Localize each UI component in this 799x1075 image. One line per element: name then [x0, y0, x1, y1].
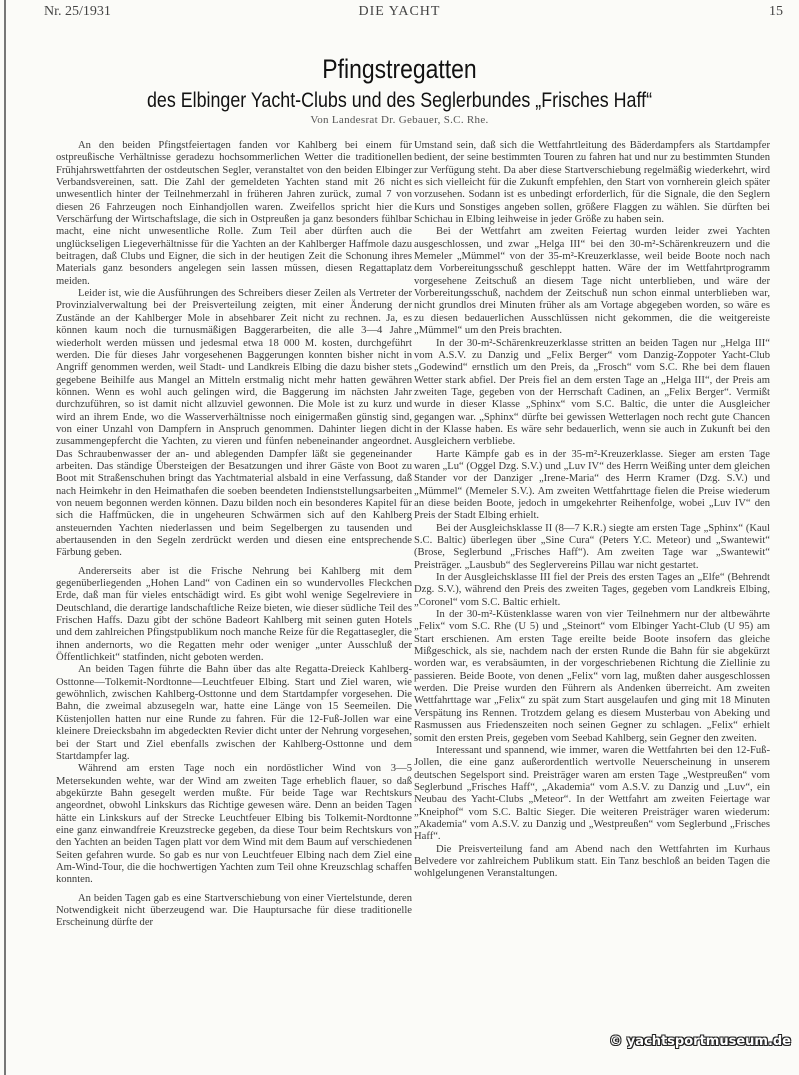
paragraph: An beiden Tagen gab es eine Startverschiebung von einer Viertelstunde, deren Notwendigkeit nicht überzeugend war. Die Hauptursache für diese traditionelle Erscheinung dürfte der	[56, 892, 412, 929]
paragraph: In der 30-m²-Schärenkreuzerklasse stritten an beiden Tagen nur „Helga III“ vom A.S.V. zu Danzig und „Felix Berger“ vom Danzig-Zoppoter Yacht-Club „Godewind“ ernstlich um den Preis, da „Frosch“ vom S.C. Rhe bei dem flauen Wetter stark abfiel. Der Preis fiel an dem ersten Tage an „Helga III“, der Preis am zweiten Tage, gegeben von der Herrschaft Cadinen, an „Felix Berger“. Vermißt wurde in dieser Klasse „Sphinx“ vom S.C. Baltic, die unter die Ausgleicher gegangen war. „Sphinx“ dürfte bei gewissen Wetterlagen noch recht gute Chancen in der Klasse haben. Es wäre sehr bedauerlich, wenn sie auch in Zukunft bei den Ausgleichern verbliebe.	[414, 337, 770, 448]
paragraph: Bei der Wettfahrt am zweiten Feiertag wurden leider zwei Yachten ausgeschlossen, und zwar „Helga III“ bei den 30-m²-Schärenkreuzern und die Memeler „Mümmel“ von der 35-m²-Kreuzerklasse, weil beide Boote noch nach dem Vorbereitungsschuß geschleppt hatten. Wäre der im Wettfahrtprogramm vorgesehene Zeitschuß an diesem Tage nicht unterblieben, und wäre der Vorbereitungsschuß, nachdem der Zeitschuß nun schon einmal unterblieben war, nicht grundlos drei Minuten früher als am Vortage abgegeben worden, so wäre es zu diesen bedauerlichen Ausschlüssen nicht gekommen, die die weitgereiste „Mümmel“ um den Preis brachten.	[414, 226, 770, 337]
copyright-watermark: © yachtsportmuseum.de	[609, 1034, 791, 1049]
paragraph: Bei der Ausgleichsklasse II (8—7 K.R.) siegte am ersten Tage „Sphinx“ (Kaul S.C. Baltic) überlegen über „Sine Cura“ (Peters Y.C. Meteor) und „Swantewit“ (Brose, Seglerbund „Frisches Haff“). Am zweiten Tage war „Swantewit“ Preisträger. „Lausbub“ des Seglervereins Pillau war nicht gestartet.	[414, 522, 770, 571]
magazine-name: DIE YACHT	[358, 4, 441, 19]
right-column	[414, 140, 770, 881]
article-author: Von Landesrat Dr. Gebauer, S.C. Rhe.	[310, 114, 489, 126]
paragraph: An beiden Tagen führte die Bahn über das alte Regatta-Dreieck Kahlberg-Osttonne—Tolkemit-Nordtonne—Leuchtfeuer Elbing. Start und Ziel waren, wie gewöhnlich, zwischen Kahlberg-Osttonne und dem Startdampfer vorgesehen. Die Bahn, die zweimal abzusegeln war, hatte eine Länge von 15 Seemeilen. Die Küstenjollen hatten nur eine Runde zu fahren. Für die 12-Fuß-Jollen war eine kleinere Dreiecksbahn im abgedeckten Revier dicht unter der Nehrung vorgesehen, bei der Start und Ziel ebenfalls zwischen der Kahlberg-Osttonne und dem Startdampfer lag.	[56, 664, 412, 762]
paragraph: Umstand sein, daß sich die Wettfahrtleitung des Bäderdampfers als Startdampfer bedient, der seine bestimmten Touren zu fahren hat und nur zu bestimmten Stunden zur Verfügung steht. Da aber diese Startverschiebung regelmäßig wiederkehrt, wird es sich vielleicht für die Zukunft empfehlen, den Start von vornherein gleich später vorzusehen. Sodann ist es unbedingt erforderlich, für die Signale, die den Seglern Kurs und Sonstiges angeben sollen, größere Flaggen zu wählen. Sie dürften bei Schichau in Elbing leihweise in jeder Größe zu haben sein.	[414, 140, 770, 226]
paragraph: Leider ist, wie die Ausführungen des Schreibers dieser Zeilen als Vertreter der Provinzialverwaltung bei der Preisverteilung zeigten, mit einer Änderung der Zustände an der Kahlberger Mole in absehbarer Zeit nicht zu rechnen. Ja, es können kaum noch die turnusmäßigen Baggerarbeiten, die alle 3—4 Jahre wiederholt werden müssen und jedesmal etwa 18 000 M. kosten, durchgeführt werden. Die für dieses Jahr vorgesehenen Baggerungen konnten bisher nicht in Angriff genommen werden, weil Stadt- und Landkreis Elbing die dazu bisher stets gegebene Beihilfe aus Mangel an Mitteln erstmalig nicht mehr hatten gewähren können. Wenn es wohl auch gelingen wird, die Baggerung im nächsten Jahr durchzuführen, so ist damit nicht allzuviel gewonnen. Die Mole ist zu kurz und wird an ihrem Ende, wo die Wasserverhältnisse noch einigermaßen günstig sind, von einer Unzahl von Dampfern in Anspruch genommen. Dahinter liegen dicht zusammengepfercht die Yachten, zu vieren und fünfen nebeneinander angeordnet. Das Schraubenwasser der an- und ablegenden Dampfer läßt sie gegeneinander arbeiten. Das ständige Übersteigen der Besatzungen und ihrer Gäste von Boot zu Boot mit Straßenschuhen bringt das Yachtmaterial alsbald in eine Verfassung, daß nach Heimkehr in den Heimathafen die soeben beendeten Indienststellungsarbeiten von neuem begonnen werden können. Dazu bilden noch ein besonderes Kapitel für sich die Haffmücken, die in ungeheuren Schwärmen sich auf den Kahlberg ansteuernden Yachten niederlassen und beim Segelbergen zu tausenden und abertausenden in den Segeln zerdrückt werden und diesen eine entsprechende Färbung geben.	[56, 288, 412, 559]
page-edge-line	[4, 0, 6, 1075]
page-number: 15	[769, 4, 783, 19]
paragraph: Harte Kämpfe gab es in der 35-m²-Kreuzerklasse. Sieger am ersten Tage waren „Lu“ (Oggel Dzg. S.V.) und „Luv IV“ des Herrn Weißing unter dem gleichen Stander vor der Danziger „Irene-Maria“ des Herrn Kramer (Dzg. S.V.) und „Mümmel“ (Memeler S.V.). Am zweiten Wettfahrttage fielen die Preise wiederum an diese beiden Boote, jedoch in umgekehrter Reihenfolge, wobei „Luv IV“ den Preis der Stadt Elbing erhielt.	[414, 448, 770, 522]
paragraph: In der 30-m²-Küstenklasse waren von vier Teilnehmern nur der altbewährte „Felix“ vom S.C. Rhe (U 5) und „Steinort“ vom Elbinger Yacht-Club (U 95) am Start erschienen. Am ersten Tage ereilte beide Boote insofern das gleiche Mißgeschick, als sie, nachdem nach der ersten Runde die Bahn für sie abgekürzt worden war, es verabsäumten, in der vorgeschriebenen Richtung die Ziellinie zu passieren. Beide Boote, von denen „Felix“ vorn lag, mußten daher ausgeschlossen werden. Die Preise wurden den Führern als Andenken überreicht. Am zweiten Wettfahrttage war „Felix“ zu spät zum Start ausgelaufen und ging mit 18 Minuten Verspätung ins Rennen. Trotzdem gelang es diesem Musterbau von Abeking und Rasmussen aus Friedenszeiten noch seinen Gegner zu schlagen. „Felix“ erhielt somit den ersten Preis, gegeben vom Seebad Kahlberg, sein Gegner den zweiten.	[414, 609, 770, 744]
paragraph: Interessant und spannend, wie immer, waren die Wettfahrten bei den 12-Fuß-Jollen, die eine ganz außerordentlich wertvolle Neuerscheinung in unserem deutschen Segelsport sind. Preisträger waren am ersten Tage „Westpreußen“ vom Seglerbund „Frisches Haff“, „Akademia“ vom A.S.V. zu Danzig und „Luv“, ein Neubau des Yacht-Clubs „Meteor“. In der Wettfahrt am zweiten Feiertage war „Kneiphof“ vom S.C. Baltic Sieger. Die weiteren Preisträger waren wiederum: „Akademia“ vom A.S.V. zu Danzig und „Westpreußen“ vom Seglerbund „Frisches Haff“.	[414, 744, 770, 843]
paragraph: Andererseits aber ist die Frische Nehrung bei Kahlberg mit dem gegenüberliegenden „Hohen Land“ von Cadinen ein so wundervolles Fleckchen Erde, daß man für vieles entschädigt wird. Es gibt wohl wenige Segelreviere in Deutschland, die derartige landschaftliche Reize bieten, wie dieser südliche Teil des Frischen Haffs. Dazu gibt der schöne Badeort Kahlberg mit seinen guten Hotels und dem zahlreichen Pfingstpublikum noch manche Reize für die Regattasegler, die ihnen andernorts, wo die Regatten mehr oder weniger „unter Ausschluß der Öffentlichkeit“ statfinden, nicht geboten werden.	[56, 565, 412, 664]
issue-number: Nr. 25/1931	[44, 4, 111, 19]
article-title: Pfingstregatten	[322, 54, 477, 84]
left-column	[56, 140, 412, 930]
paragraph: Während am ersten Tage noch ein nordöstlicher Wind von 3—5 Metersekunden wehte, war der Wind am zweiten Tage erheblich flauer, so daß abgekürzte Bahn gesegelt werden mußte. Für beide Tage war Rechtskurs angeordnet, obwohl Linkskurs das Richtige gewesen wäre. Denn an beiden Tagen hätte ein Linkskurs auf der Strecke Leuchtfeuer Elbing bis Tolkemit-Nordtonne eine ganz einwandfreie Kreuzstrecke gegeben, da diese Tour beim Rechtskurs von den Yachten an beiden Tagen platt vor dem Wind mit dem Baum auf verschiedenen Seiten gefahren wurde. So gab es nur von Leuchtfeuer Elbing nach dem Ziel eine Am-Wind-Tour, die die hochwertigen Yachten zum Teil ohne Kreuzschlag schaffen konnten.	[56, 763, 412, 886]
paragraph: An den beiden Pfingstfeiertagen fanden vor Kahlberg bei einem für ostpreußische Verhältnisse geradezu hochsommerlichen Wetter die traditionellen Frühjahrswettfahrten der ostdeutschen Segler, veranstaltet von den beiden Elbinger Verbandsvereinen, satt. Die Zahl der gemeldeten Yachten stand mit 26 nicht unwesentlich hinter der Teilnehmerzahl in früheren Jahren zurück, zumal 7 von diesen 26 Fahrzeugen noch Einhandjollen waren. Zweifellos spricht hier die Verschärfung der Wirtschaftslage, die sich in Ostpreußen ja ganz besonders fühlbar macht, eine nicht unwesentliche Rolle. Zum Teil aber dürften auch die unglückseligen Liegeverhältnisse für die Yachten an der Kahlberger Haffmole dazu beitragen, daß Clubs und Eigner, die sich in der heutigen Zeit die Schonung ihres Materials ganz besonders angelegen sein lassen müssen, diesen Regattaplatz meiden.	[56, 140, 412, 287]
article-subtitle: des Elbinger Yacht-Clubs und des Seglerbundes „Frisches Haff“	[146, 89, 653, 112]
paragraph: Die Preisverteilung fand am Abend nach den Wettfahrten im Kurhaus Belvedere vor zahlreichem Publikum statt. Ein Tanz beschloß an beiden Tagen die wohlgelungenen Veranstaltungen.	[414, 843, 770, 880]
paragraph: In der Ausgleichsklasse III fiel der Preis des ersten Tages an „Elfe“ (Behrendt Dzg. S.V.), während den Preis des zweiten Tages, gegeben vom Landkreis Elbing, „Coronel“ vom S.C. Baltic erhielt.	[414, 572, 770, 608]
